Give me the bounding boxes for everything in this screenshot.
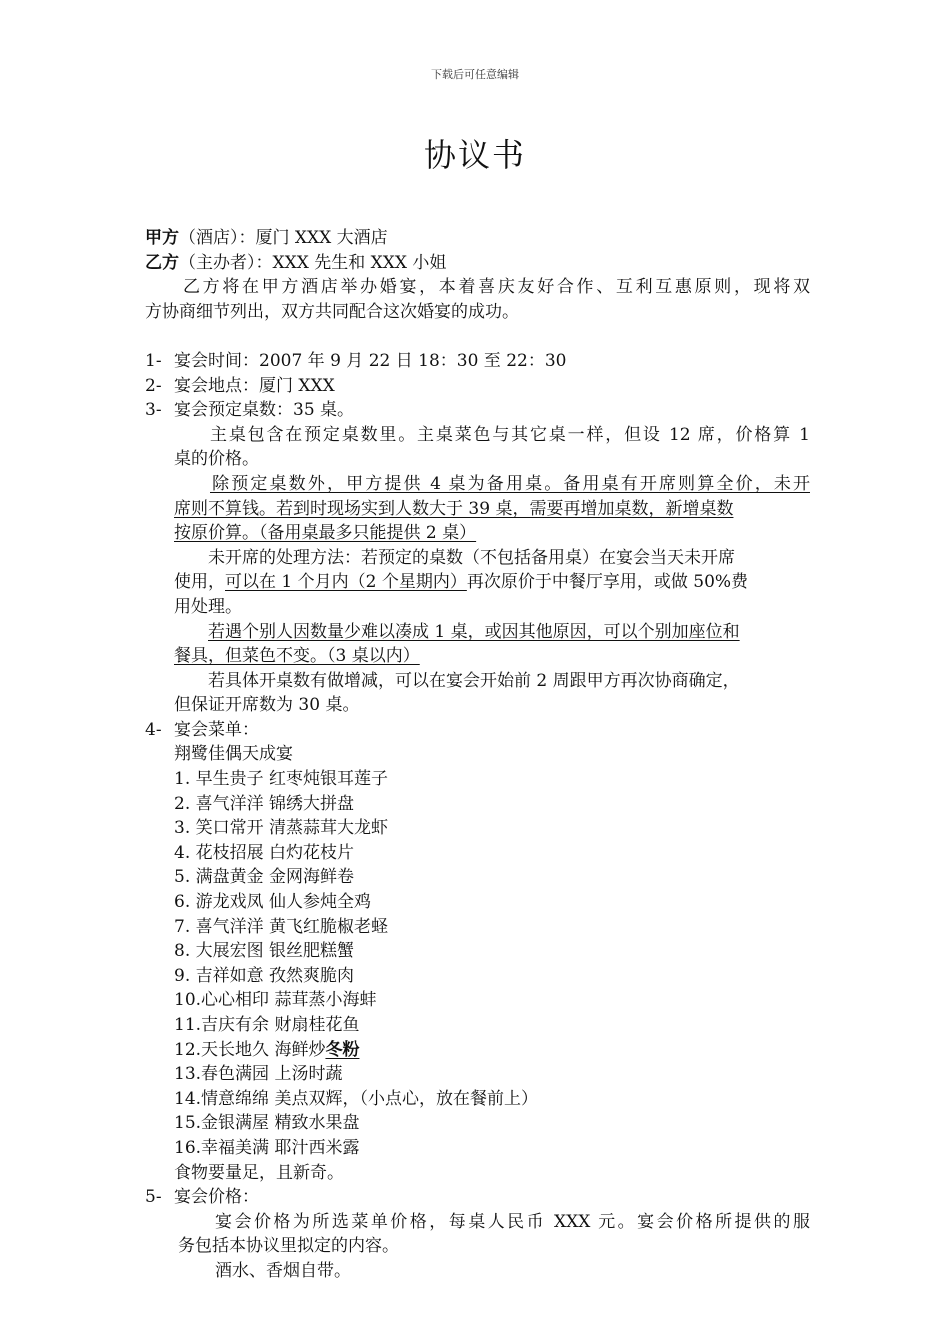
adjust-line-1: 若具体开桌数有做增减，可以在宴会开始前 2 周跟甲方再次协商确定， [208, 670, 740, 691]
dish-item: 7. 喜气洋洋 黄飞红脆椒老蛏 [174, 916, 389, 937]
dish-text: 12.天长地久 海鲜炒 [174, 1039, 326, 1060]
unused-table-underlined: 可以在 1 个月内（2 个星期内） [225, 572, 467, 593]
extra-seat-text: 若遇个别人因数量少难以凑成 1 桌，或因其他原因，可以个别加座位和 [208, 621, 740, 642]
main-table-line-1: 主桌包含在预定桌数里。主桌菜色与其它桌一样，但设 12 席，价格算 1 [210, 424, 810, 445]
party-b [145, 251, 810, 276]
spare-table-line-3 [145, 521, 810, 546]
unused-table-text: 再次原价于中餐厅享用，或做 50%费 [466, 572, 749, 593]
dish-item: 14.情意绵绵 美点双辉，（小点心，放在餐前上） [174, 1088, 538, 1109]
spare-table-line-2 [145, 497, 810, 522]
dish-item: 13.春色满园 上汤时蔬 [174, 1064, 343, 1085]
item-text: 宴会时间：2007 年 9 月 22 日 18：30 至 22：30 [174, 350, 567, 371]
unused-table-text: 使用， [174, 572, 225, 593]
extra-seat-text: 餐具，但菜色不变。（3 桌以内） [174, 646, 420, 667]
item-number: 2- [145, 375, 162, 396]
dish-item: 16.幸福美满 耶汁西米露 [174, 1137, 360, 1158]
item-place [145, 374, 810, 399]
party-a-label: 甲方 [145, 228, 179, 248]
dish-item: 8. 大展宏图 银丝肥糕蟹 [174, 941, 355, 962]
extra-seat-line-2 [145, 644, 810, 669]
party-a [145, 226, 810, 251]
menu-name: 翔鹭佳偶天成宴 [174, 744, 293, 765]
party-b-label: 乙方 [145, 252, 179, 273]
spare-table-text: 除预定桌数外，甲方提供 4 桌为备用桌。备用桌有开席则算全价，未开 [210, 473, 810, 494]
price-line-2: 务包括本协议里拟定的内容。 [178, 1236, 399, 1257]
adjust-line-2: 但保证开席数为 30 桌。 [174, 695, 360, 716]
item-number: 4- [145, 719, 162, 740]
dish-item: 5. 满盘黄金 金网海鲜卷 [174, 867, 355, 888]
intro-line-1: 乙方将在甲方酒店举办婚宴，本着喜庆友好合作、互利互惠原则，现将双 [183, 277, 810, 298]
dish-item: 1. 早生贵子 红枣炖银耳莲子 [174, 769, 389, 790]
item-menu [145, 718, 810, 743]
intro-line-2: 方协商细节列出，双方共同配合这次婚宴的成功。 [145, 301, 519, 322]
item-number: 1- [145, 350, 162, 371]
item-text: 宴会预定桌数：35 桌。 [174, 400, 355, 421]
dish-item: 11.吉庆有余 财扇桂花鱼 [174, 1015, 360, 1035]
dish-item: 4. 花枝招展 白灼花枝片 [174, 842, 355, 863]
item-text: 宴会价格： [174, 1187, 259, 1208]
party-b-role: （主办者）： [179, 252, 273, 273]
spare-table-text: 席则不算钱。若到时现场实到人数大于 39 桌，需要再增加桌数，新增桌数 [174, 498, 734, 519]
price-line-3: 酒水、香烟自带。 [215, 1260, 351, 1281]
dish-item: 6. 游龙戏凤 仙人参炖全鸡 [174, 892, 372, 913]
extra-seat-line-1 [145, 620, 810, 645]
page-header: 下载后可任意编辑 [431, 68, 519, 81]
spare-table-text: 按原价算。（备用桌最多只能提供 2 桌） [174, 523, 477, 544]
dish-item: 2. 喜气洋洋 锦绣大拼盘 [174, 793, 355, 814]
item-text: 宴会地点：厦门 XXX [174, 375, 335, 396]
item-tables [145, 398, 810, 423]
main-table-line-2: 桌的价格。 [174, 449, 259, 470]
spare-table-line-1 [145, 472, 810, 497]
unused-table-line-2 [145, 570, 810, 595]
unused-table-line-3: 用处理。 [174, 596, 242, 617]
document-body [145, 226, 810, 1284]
menu-note: 食物要量足，且新奇。 [174, 1162, 344, 1183]
item-number: 5- [145, 1187, 162, 1208]
party-a-role: （酒店）： [179, 228, 256, 248]
party-a-name: 厦门 XXX 大酒店 [255, 228, 388, 248]
dish-item: 10.心心相印 蒜茸蒸小海蚌 [174, 990, 377, 1011]
dish-item: 9. 吉祥如意 孜然爽脆肉 [174, 965, 355, 986]
unused-table-line-1: 未开席的处理方法：若预定的桌数（不包括备用桌）在宴会当天未开席 [208, 547, 735, 568]
item-text: 宴会菜单： [174, 719, 259, 740]
dish-item: 3. 笑口常开 清蒸蒜茸大龙虾 [174, 818, 389, 839]
dish-highlight: 冬粉 [325, 1039, 360, 1060]
party-b-name: XXX 先生和 XXX 小姐 [272, 252, 447, 273]
item-number: 3- [145, 400, 162, 421]
item-price [145, 1185, 810, 1210]
document-title: 协议书 [423, 136, 526, 174]
dish-item [145, 1038, 810, 1063]
dish-item: 15.金银满屋 精致水果盘 [174, 1113, 360, 1134]
price-line-1: 宴会价格为所选菜单价格，每桌人民币 XXX 元。宴会价格所提供的服 [215, 1211, 810, 1232]
item-time [145, 349, 810, 374]
